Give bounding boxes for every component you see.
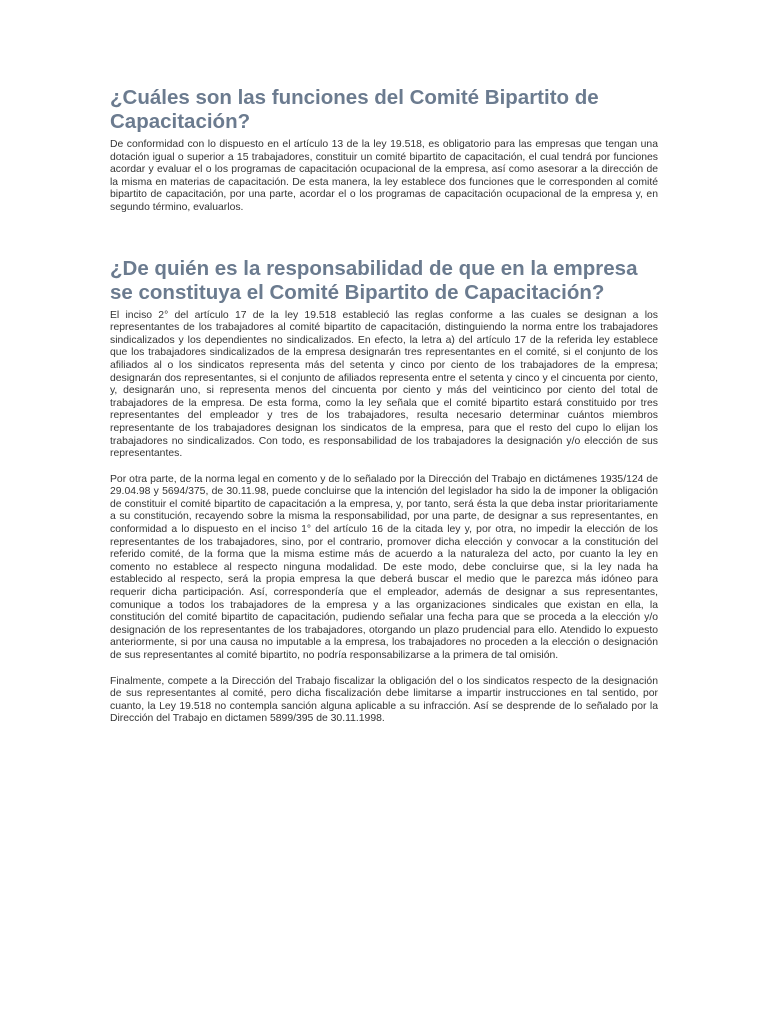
section-2-paragraph-2: Por otra parte, de la norma legal en comento y de lo señalado por la Dirección del Trabajo en dictámenes 1935/124 de 29.04.98 y 5694/375, de 30.11.98, puede concluirse que la intención del legislador ha sido la de imponer la obligación de constituir el comité bipartito de capacitación a la empresa, y, por tanto, será ésta la que deba instar prioritariamente a su constitución, recayendo sobre la misma la responsabilidad, por una parte, de designar a sus representantes, en conformidad a lo dispuesto en el inciso 1° del artículo 16 de la citada ley y, por otra, no impedir la elección de los representantes de los trabajadores, sino, por el contrario, promover dicha elección y convocar a la constitución del referido comité, de la forma que la misma estime más de acuerdo a la naturaleza del acto, por cuanto la ley en comento no establece al respecto ninguna modalidad. De este modo, debe concluirse que, si la ley nada ha establecido al respecto, será la propia empresa la que deberá buscar el medio que le parezca más idóneo para requerir dicha participación. Así, correspondería que el empleador, además de designar a sus representantes, comunique a todos los trabajadores de la empresa y a las organizaciones sindicales que existan en ella, la constitución del comité bipartito de capacitación, pudiendo señalar una fecha para que se proceda a la elección y/o designación de los representantes de los trabajadores, otorgando un plazo prudencial para ello. Atendido lo expuesto anteriormente, si por una causa no imputable a la empresa, los trabajadores no proceden a la elección o designación de sus representantes al comité bipartito, no podría responsabilizarse a la primera de tal omisión. [110,473,658,661]
section-1-paragraph-1: De conformidad con lo dispuesto en el artículo 13 de la ley 19.518, es obligatorio para las empresas que tengan una dotación igual o superior a 15 trabajadores, constituir un comité bipartito de capacitación, el cual tendrá por funciones acordar y evaluar el o los programas de capacitación ocupacional de la empresa, así como asesorar a la dirección de la misma en materias de capacitación. De esta manera, la ley establece dos funciones que le corresponden al comité bipartito de capacitación, por una parte, acordar el o los programas de capacitación ocupacional de la empresa y, en segundo término, evaluarlos. [110,139,658,213]
section-2-paragraph-1: El inciso 2° del artículo 17 de la ley 19.518 estableció las reglas conforme a las cuales se designan a los representantes de los trabajadores al comité bipartito de capacitación, distinguiendo la norma entre los trabajadores sindicalizados y los dependientes no sindicalizados. En efecto, la letra a) del artículo 17 de la referida ley establece que los trabajadores sindicalizados de la empresa designarán tres representantes en el comité, si el conjunto de los afiliados al o los sindicatos representa más del setenta y cinco por ciento de los trabajadores de la empresa; designarán dos representantes, si el conjunto de afiliados representa entre el setenta y cinco y el cincuenta por ciento, y, designarán uno, si representa menos del cincuenta por ciento y más del veinticinco por ciento del total de trabajadores de la empresa. De esta forma, como la ley señala que el comité bipartito estará constituido por tres representantes del empleador y tres de los trabajadores, resulta necesario determinar cuántos miembros representante de los trabajadores designan los sindicatos de la empresa, para que el resto del cupo lo elijan los trabajadores no sindicalizados. Con todo, es responsabilidad de los trabajadores la designación y/o elección de sus representantes. [110,309,658,460]
section-1-heading: ¿Cuáles son las funciones del Comité Bipartito de Capacitación? [110,86,599,133]
section-2-heading: ¿De quién es la responsabilidad de que en la empresa se constituya el Comité Bipartito de Capacitación? [110,256,638,304]
section-2-paragraph-3: Finalmente, compete a la Dirección del Trabajo fiscalizar la obligación del o los sindicatos respecto de la designación de sus representantes al comité, pero dicha fiscalización debe limitarse a impartir instrucciones en tal sentido, por cuanto, la Ley 19.518 no contempla sanción alguna aplicable a su infracción. Así se desprende de lo señalado por la Dirección del Trabajo en dictamen 5899/395 de 30.11.1998. [110,675,658,725]
